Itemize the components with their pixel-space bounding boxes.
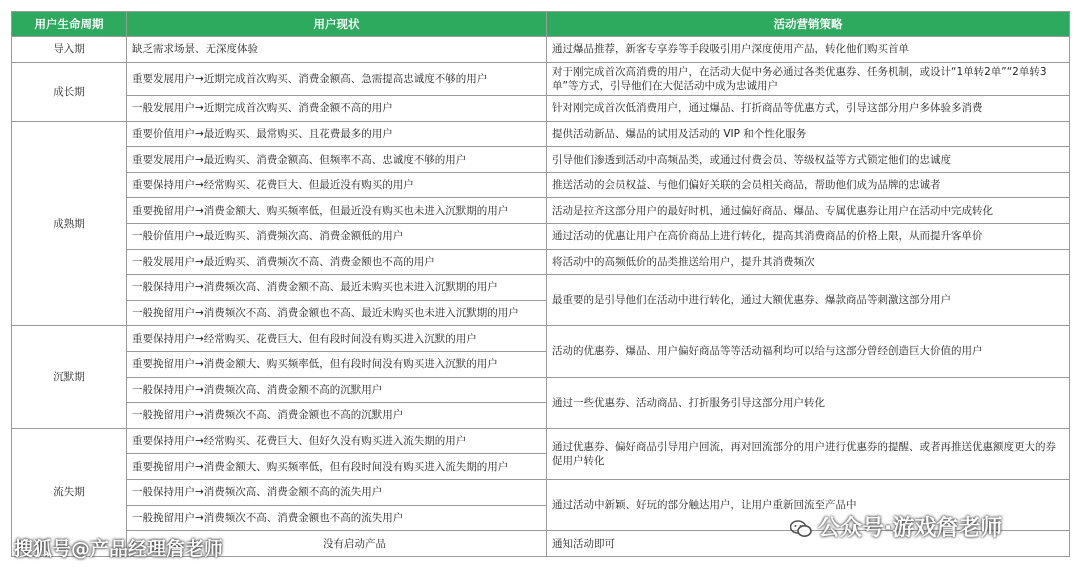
lifecycle-strategy-table bbox=[11, 11, 1070, 557]
status-cell: 缺乏需求场景、无深度体验 bbox=[127, 37, 547, 63]
status-cell: 一般价值用户→最近购买、消费频次高、消费金额低的用户 bbox=[127, 224, 547, 250]
stage-cell: 流失期 bbox=[12, 428, 127, 556]
status-cell: 一般发展用户→近期完成首次购买、消费金额不高的用户 bbox=[127, 96, 547, 122]
header-stage: 用户生命周期 bbox=[12, 12, 127, 37]
strategy-cell: 针对刚完成首次低消费用户，通过爆品、打折商品等优惠方式，引导这部分用户多体验多消费 bbox=[547, 96, 1070, 122]
status-cell: 重要价值用户→最近购买、最常购买、且花费最多的用户 bbox=[127, 121, 547, 147]
strategy-cell: 提供活动新品、爆品的试用及活动的 VIP 和个性化服务 bbox=[547, 121, 1070, 147]
status-cell: 重要发展用户→最近购买、消费金额高、但频率不高、忠诚度不够的用户 bbox=[127, 147, 547, 173]
table-row bbox=[12, 172, 1070, 198]
table-row bbox=[12, 479, 1070, 505]
table-header-row bbox=[12, 12, 1070, 37]
table-row bbox=[12, 531, 1070, 557]
strategy-cell: 将活动中的高频低价的品类推送给用户，提升其消费频次 bbox=[547, 249, 1070, 275]
table-row bbox=[12, 62, 1070, 95]
table-row bbox=[12, 224, 1070, 250]
status-cell: 一般挽留用户→消费频次不高、消费金额也不高的流失用户 bbox=[127, 505, 547, 531]
table-row bbox=[12, 326, 1070, 352]
strategy-cell: 推送活动的会员权益、与他们偏好关联的会员相关商品，帮助他们成为品牌的忠诚者 bbox=[547, 172, 1070, 198]
header-status: 用户现状 bbox=[127, 12, 547, 37]
status-cell: 一般挽留用户→消费频次不高、消费金额也不高、最近未购买也未进入沉默期的用户 bbox=[127, 300, 547, 326]
header-strategy: 活动营销策略 bbox=[547, 12, 1070, 37]
status-cell: 一般挽留用户→消费频次不高、消费金额也不高的沉默用户 bbox=[127, 403, 547, 429]
strategy-cell: 通过活动中新颖、好玩的部分触达用户，让用户重新回流至产品中 bbox=[547, 479, 1070, 530]
stage-cell: 沉默期 bbox=[12, 326, 127, 428]
strategy-cell: 通过优惠券、偏好商品引导用户回流，再对回流部分的用户进行优惠券的提醒、或者再推送优惠额度更大的券促用户转化 bbox=[547, 428, 1070, 479]
strategy-cell: 活动是拉齐这部分用户的最好时机，通过偏好商品、爆品、专属优惠券让用户在活动中完成转化 bbox=[547, 198, 1070, 224]
status-cell: 重要挽留用户→消费金额大、购买频率低，但有段时间没有购买进入沉默的用户 bbox=[127, 351, 547, 377]
table-row bbox=[12, 198, 1070, 224]
status-cell: 一般发展用户→最近购买、消费频次不高、消费金额也不高的用户 bbox=[127, 249, 547, 275]
status-cell: 重要挽留用户→消费金额大、购买频率低，但有段时间没有购买进入流失期的用户 bbox=[127, 454, 547, 480]
strategy-cell: 活动的优惠券、爆品、用户偏好商品等等活动福利均可以给与这部分曾经创造巨大价值的用户 bbox=[547, 326, 1070, 377]
watermark-wechat-text: 公众号·游戏詹老师 bbox=[818, 516, 1003, 541]
status-cell: 一般保持用户→消费频次高、消费金额不高、最近未购买也未进入沉默期的用户 bbox=[127, 275, 547, 301]
table-row bbox=[12, 377, 1070, 403]
stage-cell: 成熟期 bbox=[12, 121, 127, 326]
strategy-cell: 引导他们渗透到活动中高频品类，或通过付费会员、等级权益等方式锁定他们的忠诚度 bbox=[547, 147, 1070, 173]
status-cell: 一般保持用户→消费频次高、消费金额不高的流失用户 bbox=[127, 479, 547, 505]
table-row bbox=[12, 275, 1070, 301]
watermark-sohu: 搜狐号@产品经理詹老师 bbox=[14, 538, 224, 560]
table-row bbox=[12, 147, 1070, 173]
status-cell: 重要挽留用户→消费金额大、购买频率低，但最近没有购买也未进入沉默期的用户 bbox=[127, 198, 547, 224]
strategy-cell: 最重要的是引导他们在活动中进行转化，通过大额优惠券、爆款商品等刺激这部分用户 bbox=[547, 275, 1070, 326]
status-cell: 一般保持用户→消费频次高、消费金额不高的沉默用户 bbox=[127, 377, 547, 403]
strategy-cell: 通过爆品推荐，新客专享券等手段吸引用户深度使用产品，转化他们购买首单 bbox=[547, 37, 1070, 63]
strategy-cell: 对于刚完成首次高消费的用户，在活动大促中务必通过各类优惠券、任务机制，或设计“1单转2单”“2单转3单”等方式，引导他们在大促活动中成为忠诚用户 bbox=[547, 62, 1070, 95]
table-row bbox=[12, 96, 1070, 122]
status-cell: 重要保持用户→经常购买、花费巨大、但最近没有购买的用户 bbox=[127, 172, 547, 198]
strategy-cell: 通知活动即可 bbox=[547, 531, 1070, 557]
status-cell: 重要保持用户→经常购买、花费巨大、但好久没有购买进入流失期的用户 bbox=[127, 428, 547, 454]
status-cell: 重要发展用户→近期完成首次购买、消费金额高、急需提高忠诚度不够的用户 bbox=[127, 62, 547, 95]
stage-cell: 成长期 bbox=[12, 62, 127, 121]
table-row bbox=[12, 121, 1070, 147]
status-cell: 重要保持用户→经常购买、花费巨大、但有段时间没有购买进入沉默的用户 bbox=[127, 326, 547, 352]
status-cell: 没有启动产品 bbox=[127, 531, 547, 557]
strategy-cell: 通过活动的优惠让用户在高价商品上进行转化，提高其消费商品的价格上限，从而提升客单价 bbox=[547, 224, 1070, 250]
stage-cell: 导入期 bbox=[12, 37, 127, 63]
table-row bbox=[12, 37, 1070, 63]
strategy-cell: 通过一些优惠券、活动商品、打折服务引导这部分用户转化 bbox=[547, 377, 1070, 428]
table-row bbox=[12, 249, 1070, 275]
table-row bbox=[12, 428, 1070, 454]
